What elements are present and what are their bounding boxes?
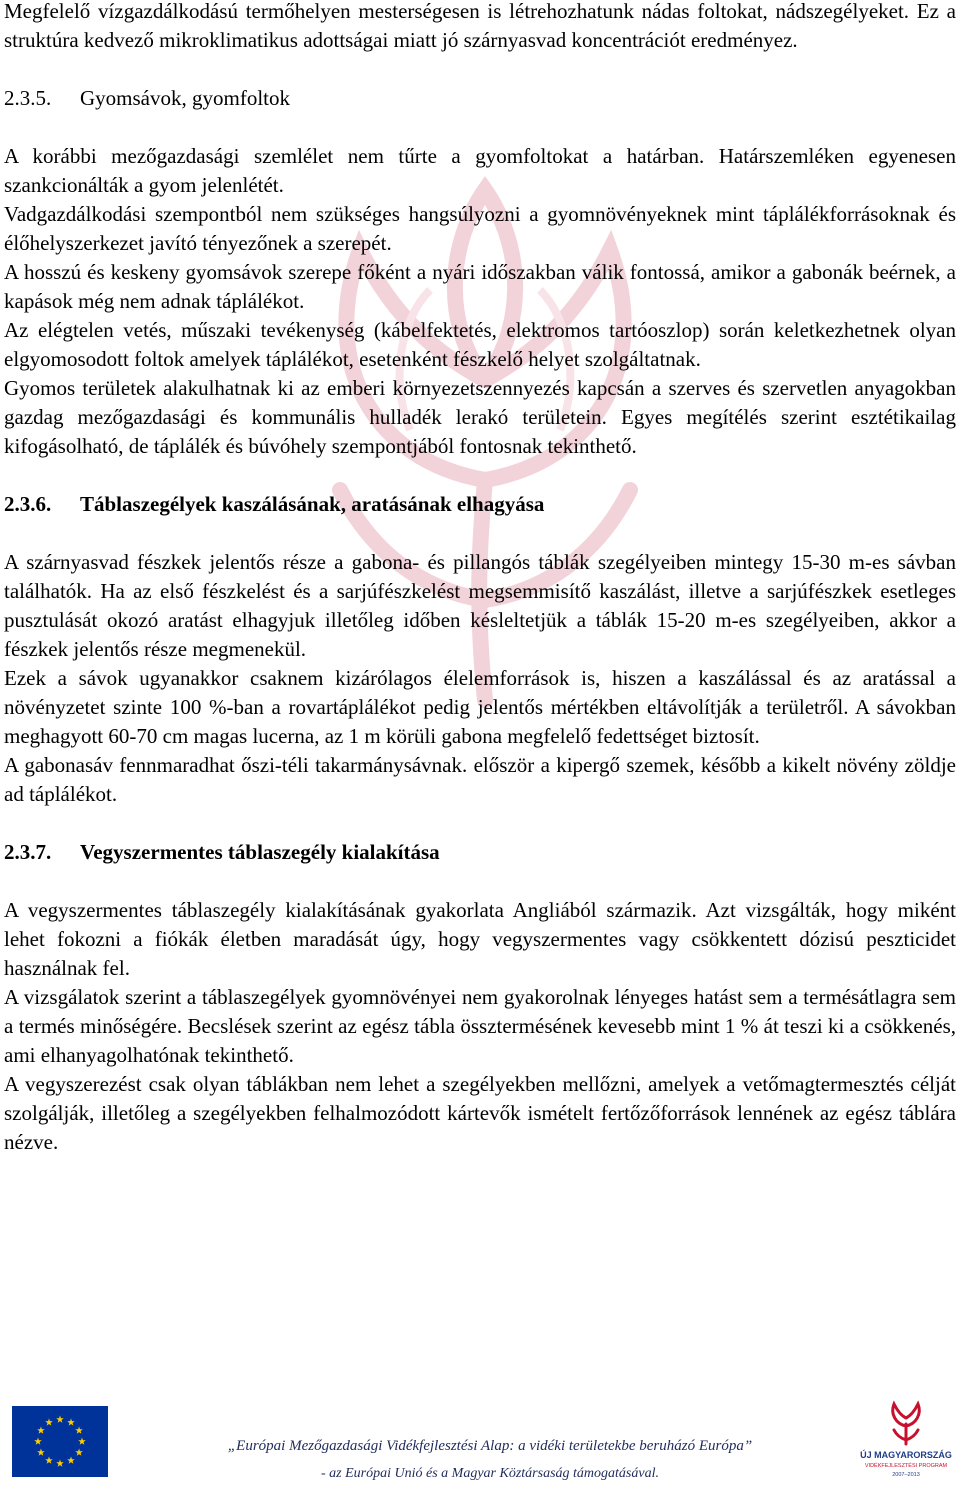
logo-title: ÚJ MAGYARORSZÁG bbox=[860, 1450, 952, 1460]
section-heading bbox=[4, 838, 956, 867]
document-body bbox=[4, 0, 956, 1157]
section-number: 2.3.5. bbox=[4, 86, 52, 110]
section-number: 2.3.6. bbox=[4, 492, 52, 516]
paragraph: Megfelelő vízgazdálkodású termőhelyen mesterségesen is létrehozhatunk nádas foltokat, nádszegélyeket. Ez a struktúra kedvező mikroklimatikus adottságai miatt jó szárnyasvad koncentrációt eredményez. bbox=[4, 0, 956, 52]
logo-subtitle: VIDÉKFEJLESZTÉSI PROGRAM bbox=[864, 1463, 948, 1469]
spacer bbox=[4, 519, 956, 548]
spacer bbox=[4, 461, 956, 490]
paragraph: A vizsgálatok szerint a táblaszegélyek gyomnövényei nem gyakorolnak lényeges hatást sem a termésátlagra sem a termés minőségére. Becslések szerint az egész tábla össztermésének kevesebb mint 1 % át teszi ki a csökkenés, ami elhanyagolhatónak tekinthető. bbox=[4, 985, 956, 1067]
section-heading bbox=[4, 84, 956, 113]
paragraph: A hosszú és keskeny gyomsávok szerepe főként a nyári időszakban válik fontossá, amikor a gabonák beérnek, a kapások még nem adnak táplálékot. bbox=[4, 260, 956, 313]
spacer bbox=[4, 55, 956, 84]
section-title: Táblaszegélyek kaszálásának, aratásának elhagyása bbox=[80, 492, 545, 516]
paragraph: A vegyszerezést csak olyan táblákban nem lehet a szegélyekben mellőzni, amelyek a vetőmagtermesztés célját szolgálják, illetőleg a szegélyekben felhalmozódott kártevők ismételt fertőzőforrások lennének az egész táblára nézve. bbox=[4, 1072, 956, 1154]
footer-support-note: - az Európai Unió és a Magyar Köztársaság támogatásával. bbox=[321, 1466, 659, 1481]
paragraph: A korábbi mezőgazdasági szemlélet nem tűrte a gyomfoltokat a határban. Határszemléken egyenesen szankcionálták a gyom jelenlétét. bbox=[4, 144, 956, 197]
paragraph: Gyomos területek alakulhatnak ki az emberi környezetszennyezés kapcsán a szerves és szervetlen anyagokban gazdag mezőgazdasági és kommunális hulladék lerakó területein. Egyes megítélés szerint esztétikailag kifogásolható, de táplálék és búvóhely szempontjából fontosnak tekinthető. bbox=[4, 376, 956, 458]
paragraph: A szárnyasvad fészkek jelentős része a gabona- és pillangós táblák szegélyeiben mintegy 15-30 m-es sávban találhatók. Ha az első fészkelést és a sarjúfészkelést megsemmisítő kaszálást, illetve a sarjúfészkek esetleges pusztulását okozó aratást elhagyjuk illetőleg időben késleltetjük a táblák 15-20 m-es szegélyeiben, akkor a fészkek jelentős része megmenekül. bbox=[4, 550, 956, 661]
logo-years: 2007–2013 bbox=[892, 1472, 920, 1478]
section-title: Gyomsávok, gyomfoltok bbox=[80, 86, 290, 110]
spacer bbox=[4, 809, 956, 838]
paragraph: Az elégtelen vetés, műszaki tevékenység (kábelfektetés, elektromos tartóoszlop) során keletkezhetnek olyan elgyomosodott foltok amelyek táplálékot, esetenként fészkelő helyet szolgáltatnak. bbox=[4, 318, 956, 371]
paragraph: A vegyszermentes táblaszegély kialakításának gyakorlata Angliából származik. Azt vizsgálták, hogy miként lehet fokozni a fiókák életben maradását úgy, hogy vegyszermentes vagy csökkentett dózisú peszticidet használnak fel. bbox=[4, 898, 956, 980]
paragraph: Ezek a sávok ugyanakkor csaknem kizárólagos élelemforrások is, hiszen a kaszálással és az aratással a növényzetet szinte 100 %-ban a rovartáplálékot pedig jelentős mértékben eltávolítják a területről. A sávokban meghagyott 60-70 cm magas lucerna, az 1 m körüli gabona megfelelő fedettséget biztosít. bbox=[4, 666, 956, 748]
footer-slogan: „Európai Mezőgazdasági Vidékfejlesztési Alap: a vidéki területekbe beruházó Európa” bbox=[227, 1438, 753, 1454]
eu-flag-icon bbox=[12, 1406, 108, 1477]
section-number: 2.3.7. bbox=[4, 840, 52, 864]
spacer bbox=[4, 113, 956, 142]
paragraph: A gabonasáv fennmaradhat őszi-téli takarmánysávnak. először a kipergő szemek, később a kikelt növény zöldje ad táplálékot. bbox=[4, 753, 956, 806]
tulip-logo-icon bbox=[856, 1396, 956, 1484]
section-title: Vegyszermentes táblaszegély kialakítása bbox=[80, 840, 440, 864]
section-heading bbox=[4, 490, 956, 519]
spacer bbox=[4, 867, 956, 896]
paragraph: Vadgazdálkodási szempontból nem szükséges hangsúlyozni a gyomnövényeknek mint táplálékforrásoknak és élőhelyszerkezet javító tényezőnek a szerepét. bbox=[4, 202, 956, 255]
